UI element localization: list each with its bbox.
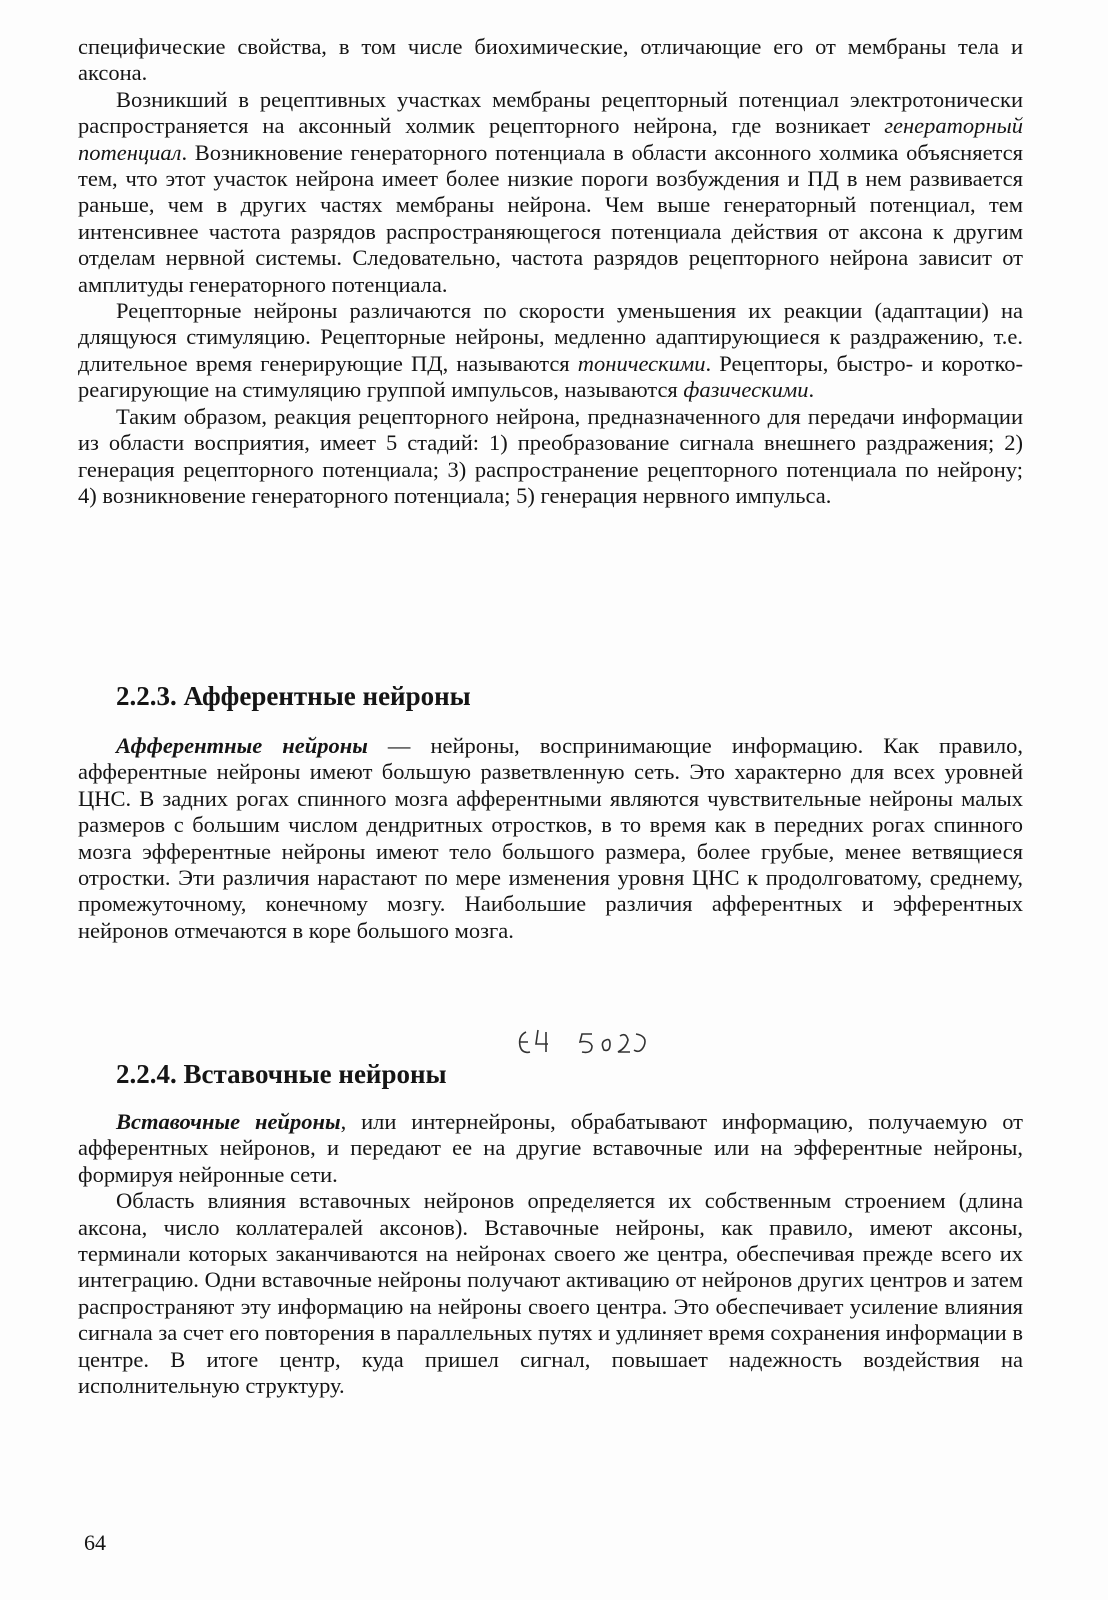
section-heading-interneurons: 2.2.4. Вставочные нейроны <box>116 1059 447 1089</box>
paragraph-adaptation <box>78 298 1023 404</box>
section-heading-afferent: 2.2.3. Афферентные нейроны <box>116 681 471 711</box>
paragraph-interneurons <box>78 1109 1023 1188</box>
afferent-text-block <box>78 733 1023 944</box>
handwritten-note <box>512 1022 672 1062</box>
paragraph-five-stages: Таким образом, реакция рецепторного нейрона, предназначенного для передачи информации из области восприятия, имеет 5 стадий: 1) преобразование сигнала внешнего раздражения; 2) генерация рецепторного потенциала; 3) распространение рецепторного потенциала по нейрону; 4) возникновение генераторного потенциала; 5) генерация нервного импульса. <box>78 403 1023 508</box>
interneurons-text-block <box>78 1109 1023 1399</box>
paragraph-text: . <box>808 377 815 403</box>
page-number: 64 <box>84 1530 106 1555</box>
paragraph-generator-potential <box>78 87 1023 298</box>
term-interneurons: Вставочные нейроны <box>116 1109 341 1134</box>
paragraph-text: , или интернейроны, обрабатывают информацию, получаемую от афферентных нейронов, и передают ее на другие вставочные или на эфферентные нейроны, формируя нейронные сети. <box>78 1109 1023 1187</box>
paragraph-text: . Рецепторы, быстро- и короткореагирующие на стимуляцию группой импульсов, называются <box>78 350 1024 403</box>
paragraph-continuation: специфические свойства, в том числе биохимические, отличающие его от мембраны тела и аксона. <box>78 34 1023 86</box>
term-phasic: фазическими <box>683 377 809 403</box>
paragraph-text: Рецепторные нейроны различаются по скорости уменьшения их реакции (адаптации) на длящуюся стимуляцию. Рецепторные нейроны, медленно адаптирующиеся к раздражению, т.е. длительное время генерирующие ПД, называются <box>78 298 1023 376</box>
paragraph-interneuron-influence: Область влияния вставочных нейронов определяется их собственным строением (длина аксона, число коллатералей аксонов). Вставочные нейроны, как правило, имеют аксоны, терминали которых заканчиваются на нейронах своего же центра, обеспечивая прежде всего их интеграцию. Одни вставочные нейроны получают активацию от нейронов других центров и затем распространяют эту информацию на нейроны своего центра. Это обеспечивает усиление влияния сигнала за счет его повторения в параллельных путях и удлиняет время сохранения информации в центре. В итоге центр, куда пришел сигнал, повышает надежность воздействия на исполнительную структуру. <box>78 1188 1023 1399</box>
top-text-block <box>78 34 1023 509</box>
paragraph-text: . Возникновение генераторного потенциала в области аксонного холмика объясняется тем, что этот участок нейрона имеет более низкие пороги возбуждения и ПД в нем развивается раньше, чем в других частях мембраны нейрона. Чем выше генераторный потенциал, тем интенсивнее частота разрядов распространяющегося потенциала действия от аксона к другим отделам нервной системы. Следовательно, частота разрядов рецепторного нейрона зависит от амплитуды генераторного потенциала. <box>78 139 1023 297</box>
term-tonic: тоническими <box>577 350 706 376</box>
term-afferent-neurons: Афферентные нейроны <box>116 733 368 758</box>
paragraph-text: Возникший в рецептивных участках мембраны рецепторный потенциал электротонически распространяется на аксонный холмик рецепторного нейрона, где возникает <box>78 86 1023 139</box>
paragraph-afferent <box>78 733 1023 944</box>
term-generator-potential: генераторный потенциал <box>78 113 1023 165</box>
paragraph-text: — нейроны, воспринимающие информацию. Как правило, афферентные нейроны имеют большую разветвленную сеть. Это характерно для всех уровней ЦНС. В задних рогах спинного мозга афферентными являются чувствительные нейроны малых размеров с большим числом дендритных отростков, в то время как в передних рогах спинного мозга эфферентные нейроны имеют тело большого размера, более грубые, менее ветвящиеся отростки. Эти различия нарастают по мере изменения уровня ЦНС к продолговатому, среднему, промежуточному, конечному мозгу. Наибольшие различия афферентных и эфферентных нейронов отмечаются в коре большого мозга. <box>78 733 1023 943</box>
